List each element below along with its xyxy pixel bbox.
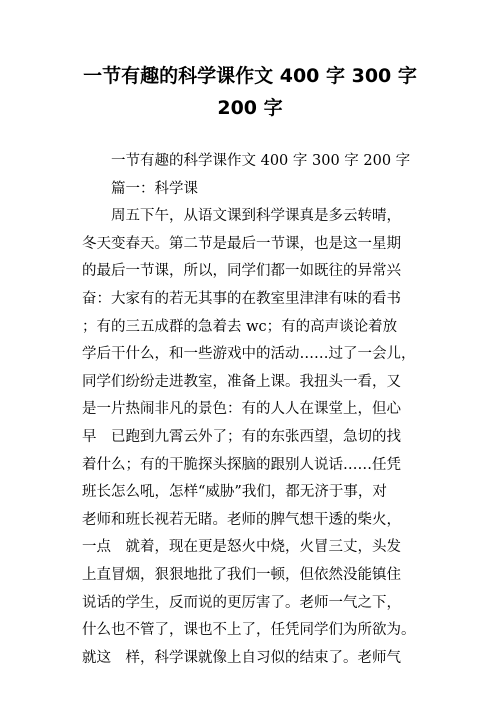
body-line: ；有的三五成群的急着去 wc；有的高声谈论着放 xyxy=(82,318,398,335)
body-line: 冬天变春天。第二节是最后一节课，也是这一星期 xyxy=(82,235,401,252)
body-line: 就这 样，科学课就像上自习似的结束了。老师气 xyxy=(82,649,401,666)
body-line: 着什么；有的干脆探头探脑的跟别人说话……任凭 xyxy=(82,456,401,473)
body-line: 早 已跑到九霄云外了；有的东张西望，急切的找 xyxy=(82,428,401,445)
body-line: 什么也不管了，课也不上了，任凭同学们为所欲为。 xyxy=(82,622,416,639)
body-line: 老师和班长视若无睹。老师的脾气想干透的柴火， xyxy=(82,511,401,528)
body-line: 是一片热闹非凡的景色：有的人人在课堂上，但心 xyxy=(82,401,401,418)
body-line: 一点 就着，现在更是怒火中烧，火冒三丈，头发 xyxy=(82,539,401,556)
body-line: 一节有趣的科学课作文 400 字 300 字 200 字 xyxy=(111,153,411,169)
body-line: 同学们纷纷走进教室，准备上课。我扭头一看，又 xyxy=(82,373,401,390)
title-line-2: 200 字 xyxy=(217,97,283,119)
title-line-1: 一节有趣的科学课作文 400 字 300 字 xyxy=(83,65,417,87)
body-line: 上直冒烟，狠狠地批了我们一顿，但依然没能镇住 xyxy=(82,566,401,583)
document-title xyxy=(40,60,460,124)
body-line: 的最后一节课，所以，同学们都一如既往的异常兴 xyxy=(82,263,401,280)
body-line: 学后干什么，和一些游戏中的活动……过了一会儿， xyxy=(82,346,416,363)
body-line: 说话的学生，反而说的更厉害了。老师一气之下， xyxy=(82,594,401,611)
body-line: 班长怎么吼，怎样“威胁”我们，都无济于事，对 xyxy=(82,484,387,501)
document-body xyxy=(82,148,432,672)
body-line: 篇一：科学课 xyxy=(111,180,198,197)
body-line: 奋：大家有的若无其事的在教室里津津有味的看书 xyxy=(82,290,401,307)
body-line: 周五下午，从语文课到科学课真是多云转晴， xyxy=(111,208,401,225)
